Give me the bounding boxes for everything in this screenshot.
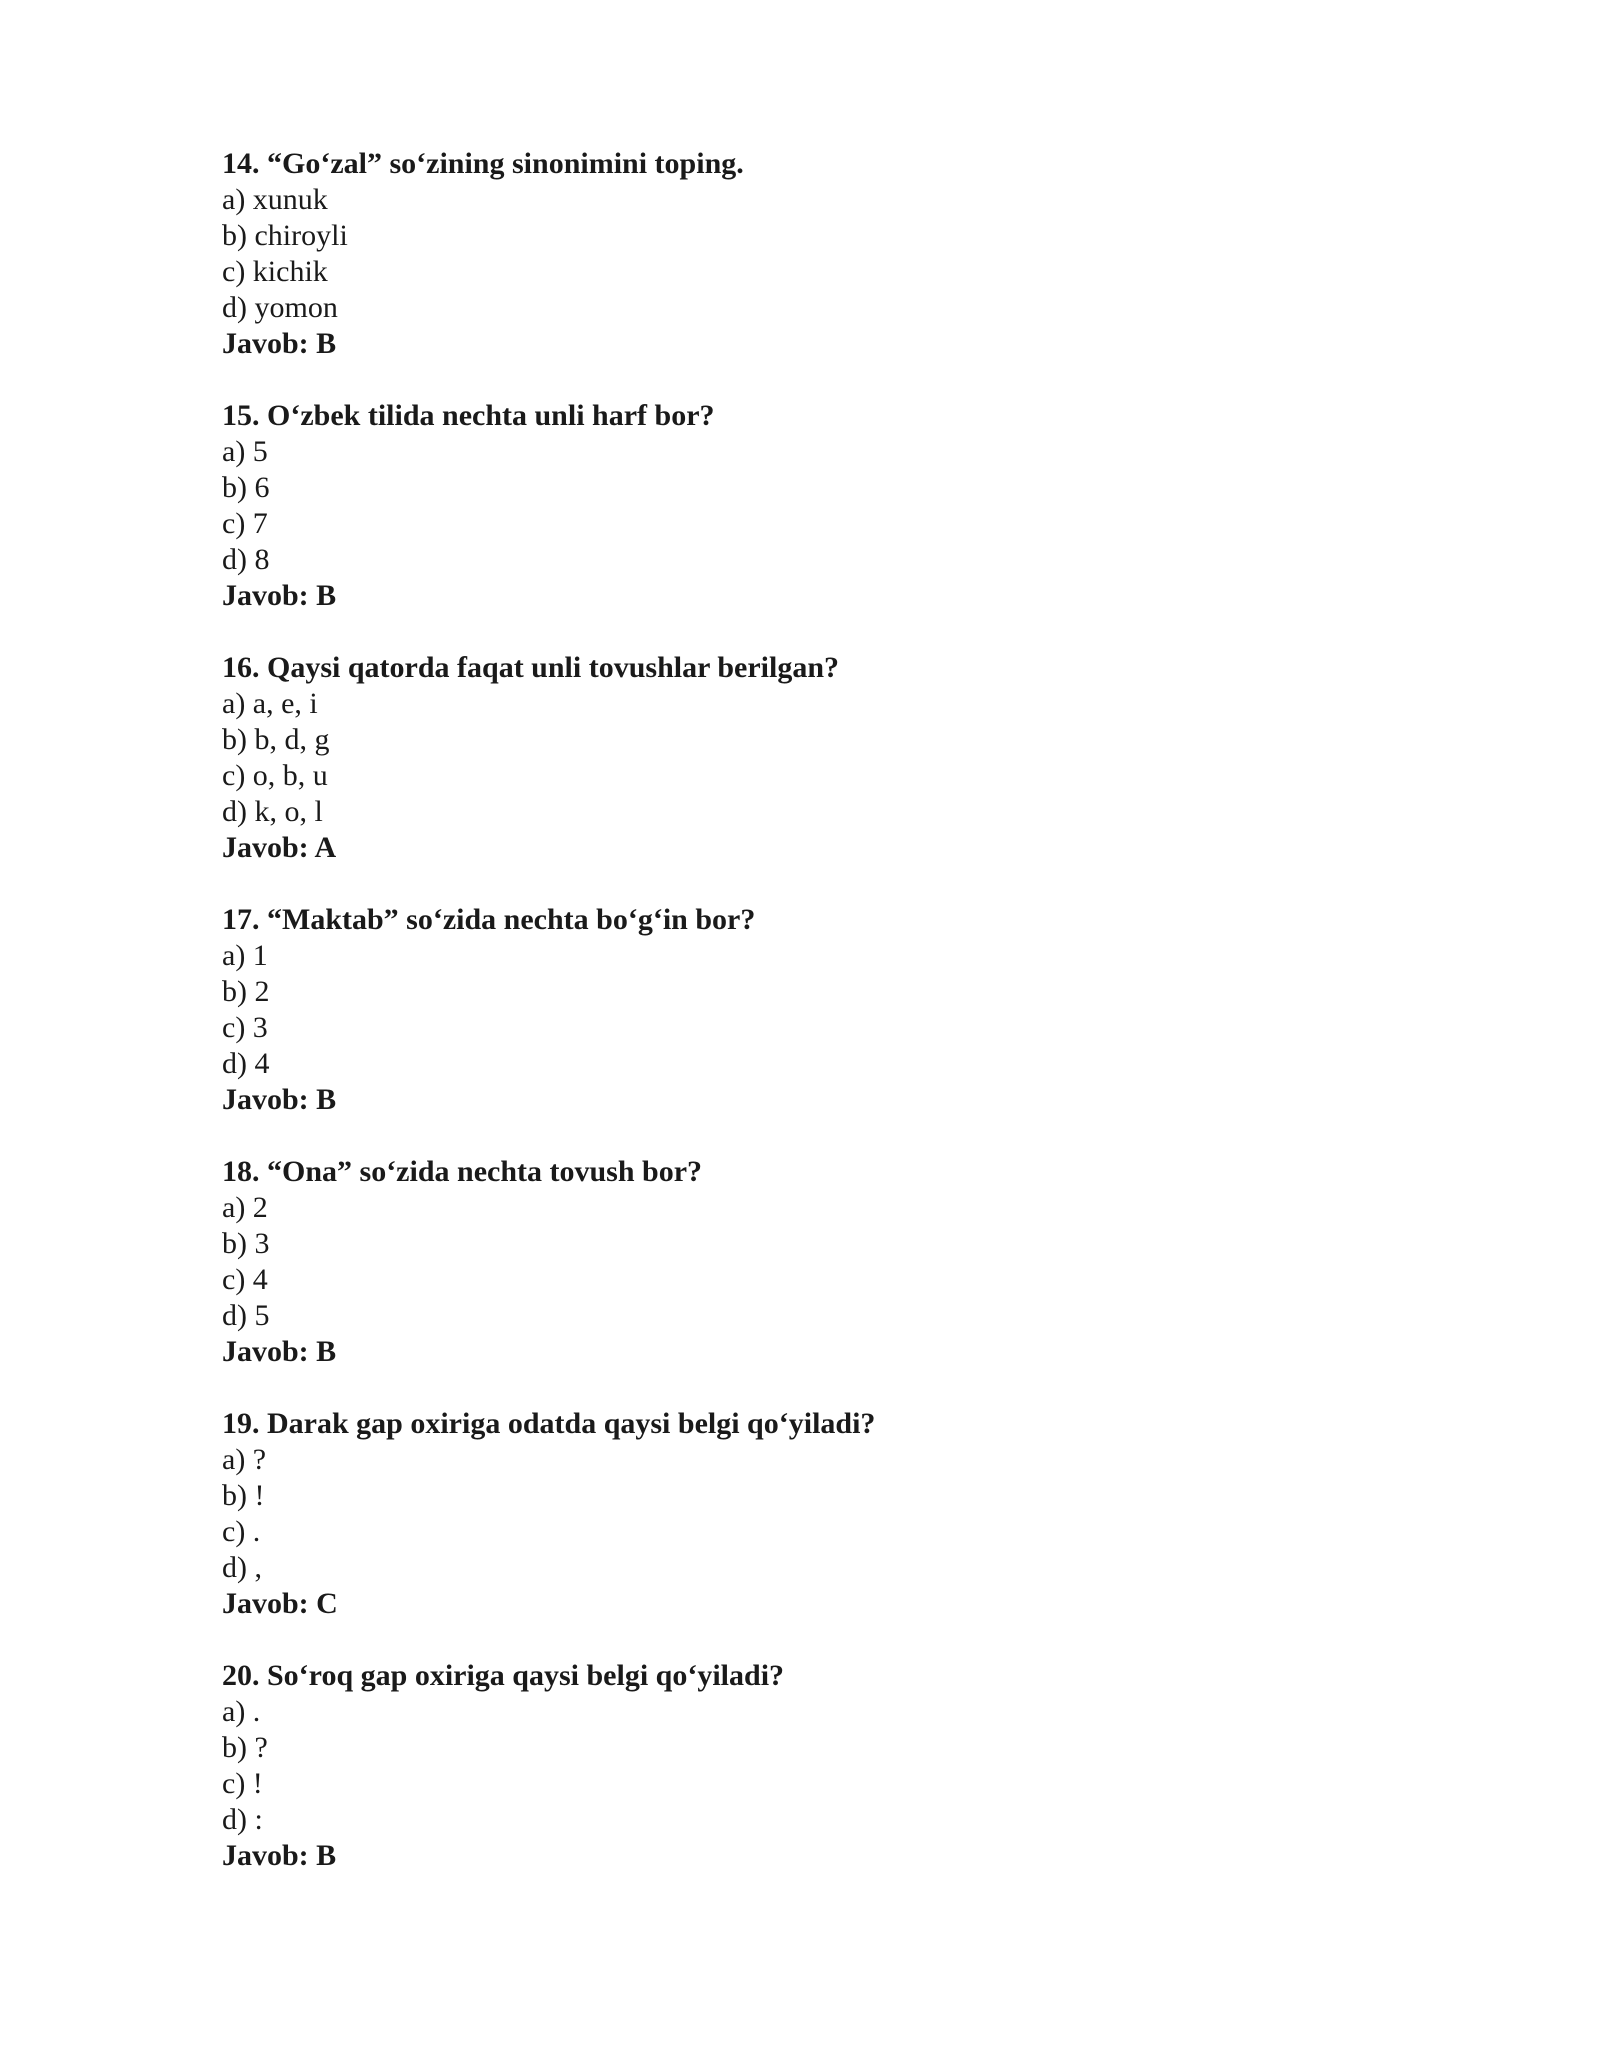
question-19 xyxy=(222,1406,1422,1622)
option-c: c) 7 xyxy=(222,507,268,540)
option-a: a) xunuk xyxy=(222,183,328,216)
option-b: b) ? xyxy=(222,1731,268,1764)
option-d: d) k, o, l xyxy=(222,795,323,828)
option-d: d) , xyxy=(222,1551,262,1584)
option-a: a) ? xyxy=(222,1443,267,1476)
option-a: a) a, e, i xyxy=(222,687,318,720)
option-a: a) 1 xyxy=(222,939,268,972)
question-14 xyxy=(222,146,1422,362)
option-d: d) 4 xyxy=(222,1047,270,1080)
option-b: b) ! xyxy=(222,1479,265,1512)
question-17 xyxy=(222,902,1422,1118)
answer-line: Javob: B xyxy=(222,327,337,360)
option-a: a) 5 xyxy=(222,435,268,468)
option-c: c) ! xyxy=(222,1767,263,1800)
question-16 xyxy=(222,650,1422,866)
question-title: 16. Qaysi qatorda faqat unli tovushlar berilgan? xyxy=(222,651,840,684)
option-c: c) 4 xyxy=(222,1263,268,1296)
question-15 xyxy=(222,398,1422,614)
question-title: 18. “Ona” so‘zida nechta tovush bor? xyxy=(222,1155,703,1188)
option-c: c) o, b, u xyxy=(222,759,328,792)
option-d: d) yomon xyxy=(222,291,338,324)
question-title: 20. So‘roq gap oxiriga qaysi belgi qo‘yiladi? xyxy=(222,1659,785,1692)
option-d: d) 5 xyxy=(222,1299,270,1332)
question-18 xyxy=(222,1154,1422,1370)
answer-line: Javob: B xyxy=(222,579,337,612)
option-b: b) 3 xyxy=(222,1227,270,1260)
question-20 xyxy=(222,1658,1422,1874)
option-d: d) : xyxy=(222,1803,263,1836)
option-c: c) kichik xyxy=(222,255,328,288)
option-c: c) 3 xyxy=(222,1011,268,1044)
question-title: 17. “Maktab” so‘zida nechta bo‘g‘in bor? xyxy=(222,903,756,936)
answer-line: Javob: B xyxy=(222,1839,337,1872)
option-b: b) 2 xyxy=(222,975,270,1008)
quiz-content xyxy=(222,146,1422,1910)
question-title: 14. “Go‘zal” so‘zining sinonimini toping. xyxy=(222,147,744,180)
answer-line: Javob: A xyxy=(222,831,337,864)
answer-line: Javob: C xyxy=(222,1587,338,1620)
option-d: d) 8 xyxy=(222,543,270,576)
answer-line: Javob: B xyxy=(222,1083,337,1116)
option-b: b) 6 xyxy=(222,471,270,504)
option-c: c) . xyxy=(222,1515,261,1548)
option-b: b) b, d, g xyxy=(222,723,330,756)
option-b: b) chiroyli xyxy=(222,219,348,252)
option-a: a) 2 xyxy=(222,1191,268,1224)
question-title: 19. Darak gap oxiriga odatda qaysi belgi qo‘yiladi? xyxy=(222,1407,876,1440)
option-a: a) . xyxy=(222,1695,261,1728)
answer-line: Javob: B xyxy=(222,1335,337,1368)
question-title: 15. O‘zbek tilida nechta unli harf bor? xyxy=(222,399,715,432)
